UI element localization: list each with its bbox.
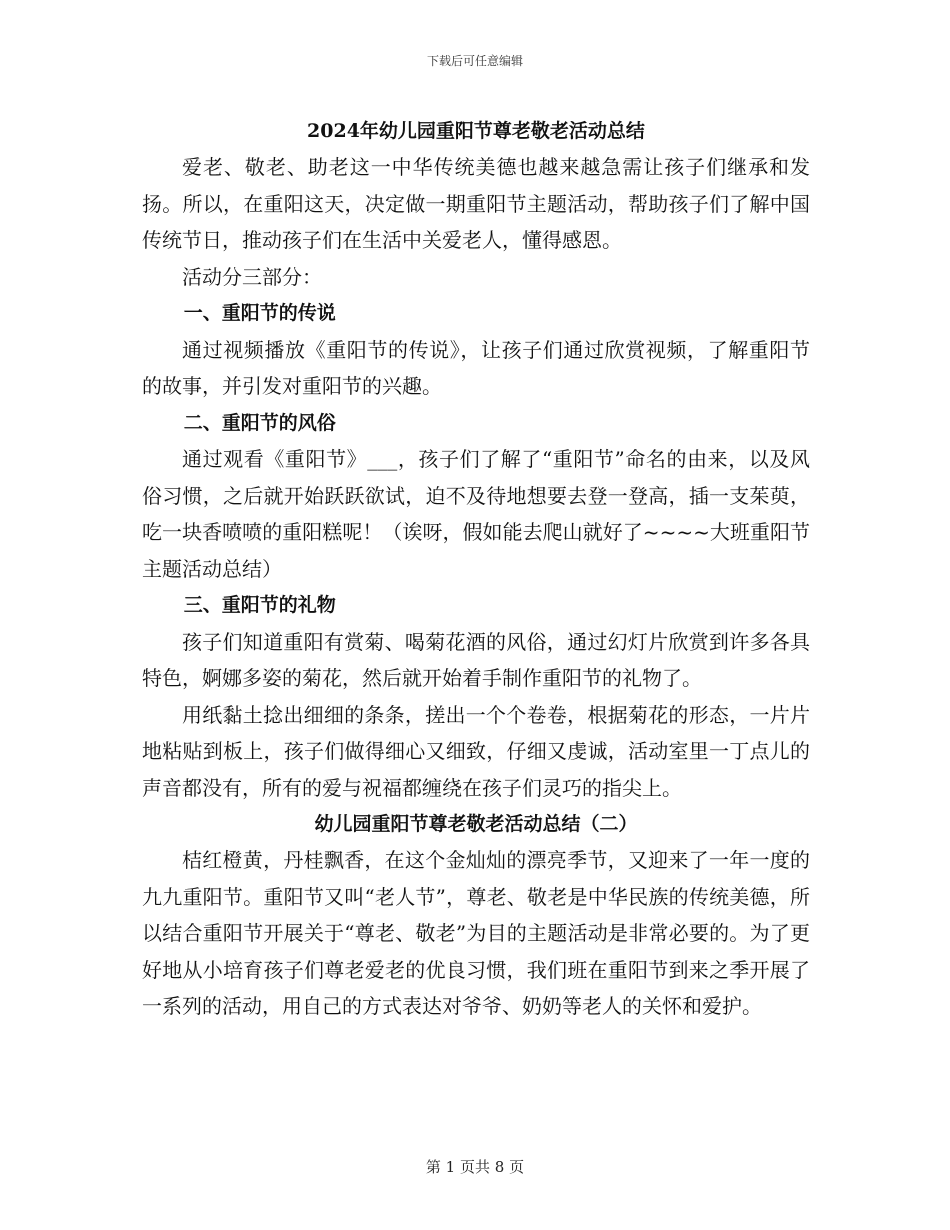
section-paragraph: 孩子们知道重阳有赏菊、喝菊花酒的风俗，通过幻灯片欣赏到许多各具特色，婀娜多姿的菊花，然后就开始着手制作重阳节的礼物了。 [142,629,810,690]
section-paragraph: 用纸黏土捻出细细的条条，搓出一个个卷卷，根据菊花的形态，一片片地粘贴到板上，孩子们做得细心又细致，仔细又虔诚，活动室里一丁点儿的声音都没有，所有的爱与祝福都缠绕在孩子们灵巧的指尖上。 [142,702,810,800]
section-paragraph: 通过观看《重阳节》___，孩子们了解了“重阳节”命名的由来，以及风俗习惯，之后就开始跃跃欲试，迫不及待地想要去登一登高，插一支茱萸，吃一块香喷喷的重阳糕呢！（诶呀，假如能去爬山就好了~~~~大班重阳节主题活动总结） [142,447,810,581]
page-header-note: 下载后可任意编辑 [426,54,523,68]
document-title: 2024年幼儿园重阳节尊老敬老活动总结 [307,120,645,142]
parts-intro: 活动分三部分： [182,264,322,289]
section-paragraph: 通过视频播放《重阳节的传说》，让孩子们通过欣赏视频，了解重阳节的故事，并引发对重阳节的兴趣。 [142,337,810,398]
intro-paragraph: 爱老、敬老、助老这一中华传统美德也越来越急需让孩子们继承和发扬。所以，在重阳这天，决定做一期重阳节主题活动，帮助孩子们了解中国传统节日，推动孩子们在生活中关爱老人，懂得感恩。 [142,155,810,252]
section-heading-gifts: 三、重阳节的礼物 [183,594,336,616]
section-heading-customs: 二、重阳节的风俗 [183,411,336,434]
page-indicator: 第 1 页共 8 页 [425,1158,525,1176]
second-title: 幼儿园重阳节尊老敬老活动总结（二） [314,813,638,835]
section-heading-legend: 一、重阳节的传说 [183,302,336,324]
second-intro-paragraph: 桔红橙黄，丹桂飘香，在这个金灿灿的漂亮季节，又迎来了一年一度的九九重阳节。重阳节又叫“老人节”，尊老、敬老是中华民族的传统美德，所以结合重阳节开展关于“尊老、敬老”为目的主题活动是非常必要的。为了更好地从小培育孩子们尊老爱老的优良习惯，我们班在重阳节到来之季开展了一系列的活动，用自己的方式表达对爷爷、奶奶等老人的关怀和爱护。 [142,848,810,1018]
document-body [142,113,810,1025]
